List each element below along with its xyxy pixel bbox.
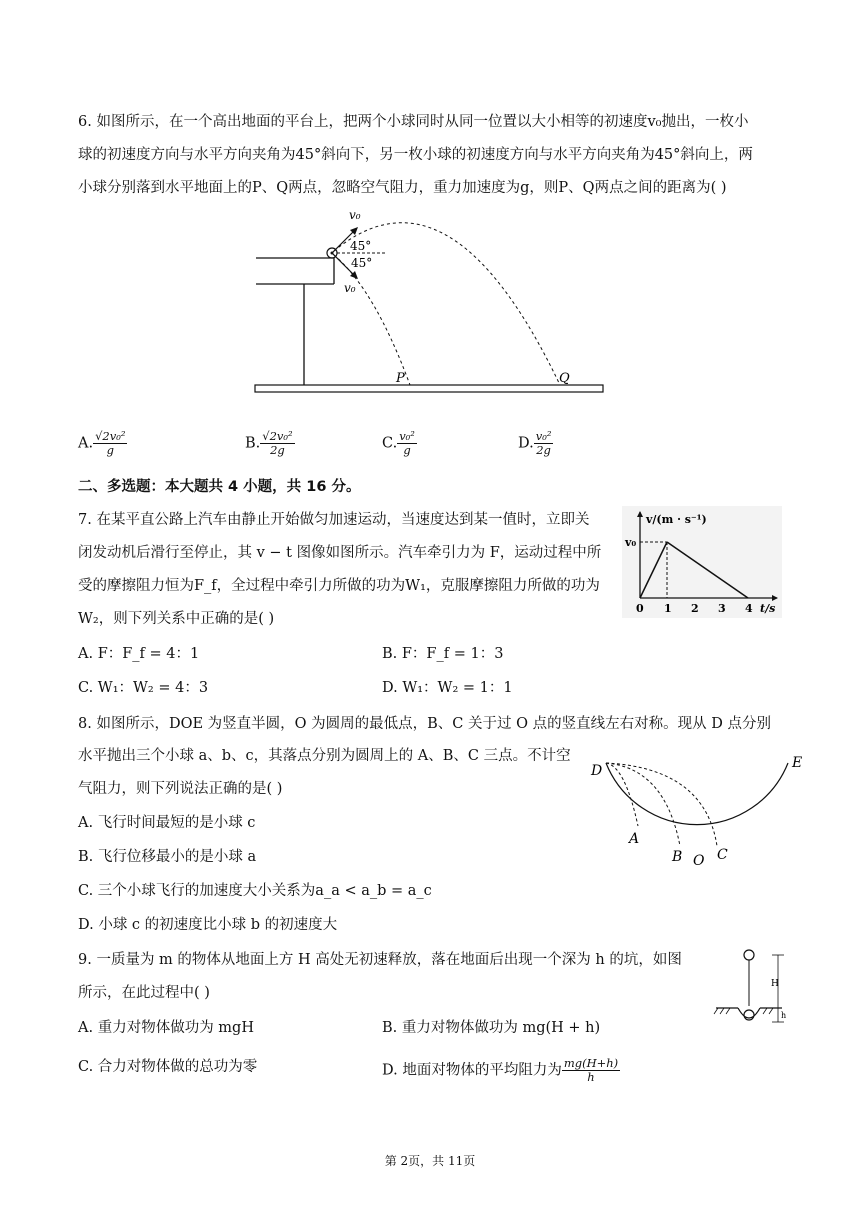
q7-line-4: W₂，则下列关系中正确的是( ) [78,611,275,627]
q8-line-3: 气阻力，则下列说法正确的是( ) [78,781,283,797]
q8-line-2: 水平抛出三个小球 a、b、c，其落点分别为圆周上的 A、B、C 三点。不计空 [78,748,571,764]
q9-option-b: B. 重力对物体做功为 mg(H + h) [382,1020,601,1036]
vt-ylabel: v/(m · s⁻¹) [646,513,707,526]
q7-option-b: B. F：F_f = 1：3 [382,646,504,662]
q6-line-2: 球的初速度方向与水平方向夹角为45°斜向下，另一枚小球的初速度方向与水平方向夹角为45°斜向上，两 [78,147,753,163]
q9-line-2: 所示，在此过程中( ) [78,985,210,1001]
q8-option-c: C. 三个小球飞行的加速度大小关系为a_a < a_b = a_c [78,883,432,899]
q7-option-d: D. W₁：W₂ = 1：1 [382,680,513,696]
q6-option-d: D. $\frac{\text{v₀²}}{2g}$ [518,429,552,457]
v0-bottom-label: v₀ [344,281,356,295]
q6-option-c: C. $\frac{\text{v₀²}}{g}$ [382,429,415,457]
height-h-label: H [771,979,779,989]
q9-option-d: D. 地面对物体的平均阻力为 $\frac{mg(H+h)}{h}$ [382,1056,619,1084]
q7-line-2: 闭发动机后滑行至停止，其 v − t 图像如图所示。汽车牵引力为 F，运动过程中所 [78,545,602,561]
point-b-label: B [672,849,683,865]
q8-option-b: B. 飞行位移最小的是小球 a [78,849,257,865]
vt-tick-3: 3 [718,602,726,615]
vt-xlabel: t/s [760,602,776,615]
q6-figure [250,200,610,400]
q6-option-a: A. $\frac{\text{√2v₀²}}{g}$ [78,429,126,457]
q6-option-b: B. $\frac{\text{√2v₀²}}{2g}$ [245,429,293,457]
q7-option-a: A. F：F_f = 4：1 [78,646,200,662]
point-a-label: A [629,831,640,847]
q8-option-a: A. 飞行时间最短的是小球 c [78,815,256,831]
point-e-label: E [792,755,803,771]
vt-line-accel [640,542,667,598]
page-footer: 第 2页，共 11页 [384,1154,476,1168]
vt-tick-0: 0 [636,602,644,615]
depth-h-label: h [781,1011,787,1020]
point-c-label: C [717,847,728,863]
q6-line-1: 6. 如图所示，在一个高出地面的平台上，把两个小球同时从同一位置以大小相等的初速度v₀抛出，一枚小 [78,114,749,130]
point-q-label: Q [559,371,570,386]
section-heading: 二、多选题：本大题共 4 小题，共 16 分。 [78,479,361,495]
q9-option-a: A. 重力对物体做功为 mgH [78,1020,254,1036]
q8-figure [585,748,810,870]
vt-v0-label: v₀ [625,536,637,549]
vt-line-decel [667,542,748,598]
vt-tick-4: 4 [745,602,753,615]
q7-line-3: 受的摩擦阻力恒为F_f，全过程中牵引力所做的功为W₁，克服摩擦阻力所做的功为 [78,578,600,594]
point-o-label: O [693,853,705,869]
point-p-label: P [396,371,405,386]
q9-line-1: 9. 一质量为 m 的物体从地面上方 H 高处无初速释放，落在地面后出现一个深为 h 的坑，如图 [78,952,682,968]
v0-top-label: v₀ [349,208,361,222]
q7-vt-graph [622,506,782,618]
q8-option-d: D. 小球 c 的初速度比小球 b 的初速度大 [78,917,338,933]
angle-top-label: 45° [350,239,372,253]
angle-bottom-label: 45° [351,256,373,270]
q7-option-c: C. W₁：W₂ = 4：3 [78,680,209,696]
point-d-label: D [591,763,603,779]
q8-line-1: 8. 如图所示，DOE 为竖直半圆，O 为圆周的最低点，B、C 关于过 O 点的竖直线左右对称。现从 D 点分别 [78,716,771,732]
vt-tick-1: 1 [664,602,672,615]
q7-line-1: 7. 在某平直公路上汽车由静止开始做匀加速运动，当速度达到某一值时，立即关 [78,512,590,528]
q6-line-3: 小球分别落到水平地面上的P、Q两点，忽略空气阻力，重力加速度为g，则P、Q两点之间的距离为( ) [78,180,727,196]
q9-figure [712,944,788,1032]
q9-option-c: C. 合力对物体做的总功为零 [78,1059,258,1075]
vt-tick-2: 2 [691,602,699,615]
